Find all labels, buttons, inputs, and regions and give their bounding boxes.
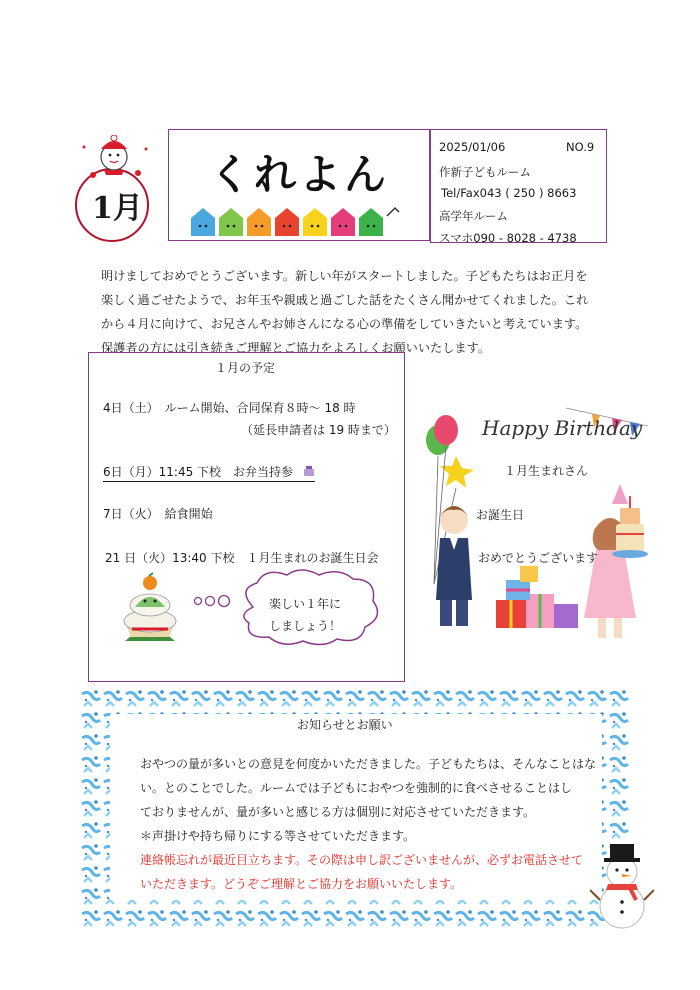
intro-line: から４月に向けて、お兄さんやお姉さんになる心の準備をしていきたいと考えています。 xyxy=(101,317,588,331)
schedule-box xyxy=(88,352,405,682)
newsletter-title: くれよん xyxy=(208,150,389,199)
schedule-item-1: 4日（土） ルーム開始、合同保育８時～ 18 時 xyxy=(103,401,356,415)
notice-line: ＊声掛けや持ち帰りにする等させていただきます。 xyxy=(140,829,416,843)
schedule-title: １月の予定 xyxy=(215,361,276,375)
bubble-line-2: しましょう！ xyxy=(269,619,342,633)
notice-line: ておりませんが、量が多いと感じる方は個別に対応させていただきます。 xyxy=(140,805,536,819)
month-emblem xyxy=(68,135,164,245)
kagami-mochi-icon xyxy=(115,571,185,647)
intro-paragraph xyxy=(101,264,611,360)
room-name-1: 作新子どもルーム xyxy=(439,165,531,179)
schedule-item-2-text: 6日（月）11:45 下校 お弁当持参 xyxy=(103,465,294,479)
title-box xyxy=(168,129,430,241)
birthday-line-3: おめでとうございます xyxy=(478,551,599,565)
lunchbox-icon xyxy=(303,465,315,477)
schedule-item-2 xyxy=(103,463,315,482)
birthday-illustration-icon xyxy=(416,404,648,650)
crayon-houses-icon xyxy=(189,204,413,238)
happy-birthday-banner: Happy Birthday xyxy=(482,416,643,440)
birthday-line-2: お誕生日 xyxy=(476,508,525,522)
intro-line: 楽しく過ごせたようで、お年玉や親戚と過ごした話をたくさん聞かせてくれました。これ xyxy=(101,293,589,307)
thought-dots-icon xyxy=(193,593,233,609)
notice-line: い。とのことでした。ルームでは子どもにおやつを強制的に食べさせることはし xyxy=(140,781,573,795)
tel-fax: Tel/Fax043 ( 250 ) 8663 xyxy=(441,186,577,200)
intro-line: 明けましておめでとうございます。新しい年がスタートしました。子どもたちはお正月を xyxy=(101,269,588,283)
issue-date: 2025/01/06 xyxy=(439,140,506,154)
issue-number: NO.9 xyxy=(566,140,595,154)
birthday-line-1: １月生まれさん xyxy=(504,464,589,478)
notice-title: お知らせとお願い xyxy=(297,718,393,732)
schedule-item-1-note: （延長申請者は 19 時まで） xyxy=(241,423,396,437)
schedule-item-3: 7日（火） 給食開始 xyxy=(103,507,213,521)
snowman-icon xyxy=(590,840,654,932)
notice-red-line: いただきます。どうぞご理解とご協力をお願いいたします。 xyxy=(140,877,463,891)
schedule-item-4: 21 日（火）13:40 下校 １月生まれのお誕生日会 xyxy=(105,551,379,565)
mobile-number: スマホ090 - 8028 - 4738 xyxy=(439,231,577,245)
month-label: 1月 xyxy=(92,191,143,226)
intro-line: 保護者の方には引き続きご理解とご協力をよろしくお願いいたします。 xyxy=(101,341,491,355)
contact-info-box xyxy=(430,129,607,243)
bubble-line-1: 楽しい１年に xyxy=(269,597,342,611)
room-name-2: 高学年ルーム xyxy=(439,209,508,223)
notice-body xyxy=(140,752,596,896)
birthday-section xyxy=(416,404,648,650)
notice-red-line: 連絡帳忘れが最近目立ちます。その際は申し訳ございませんが、必ずお電話させて xyxy=(140,853,584,867)
notice-line: おやつの量が多いとの意見を何度かいただきました。子どもたちは、そんなことはな xyxy=(140,757,597,771)
